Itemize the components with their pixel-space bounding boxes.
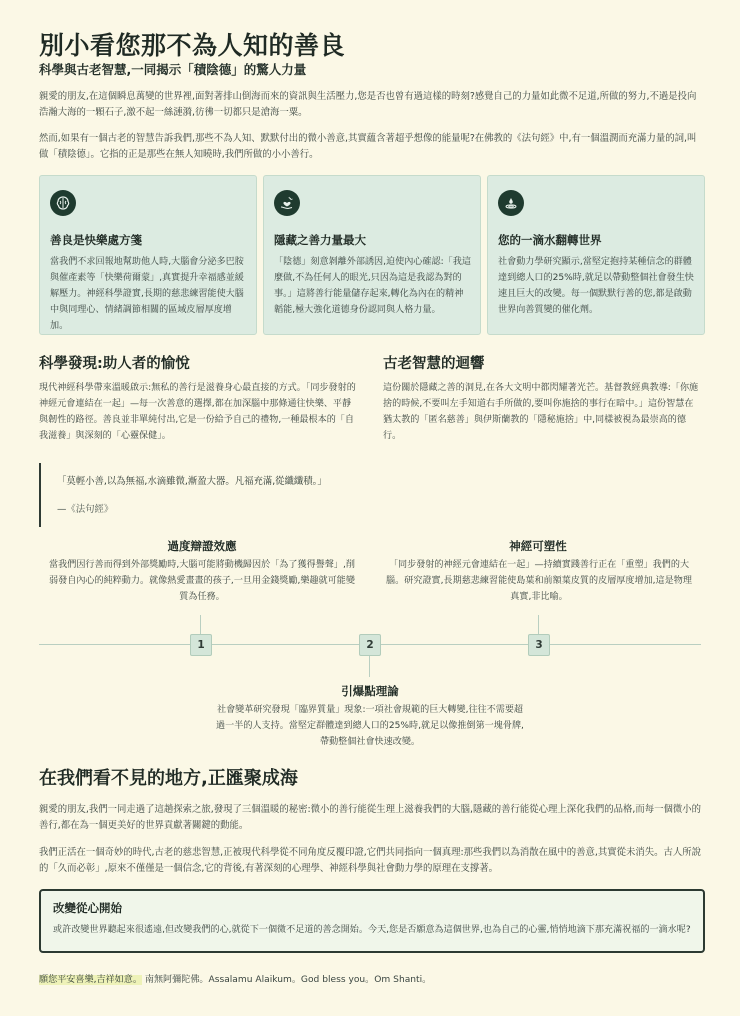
card-title: 善良是快樂處方箋 xyxy=(50,233,142,247)
timeline-connector xyxy=(538,615,539,635)
page-subtitle: 科學與古老智慧,一同揭示「積陰德」的驚人力量 xyxy=(39,62,307,77)
timeline-marker-1: 1 xyxy=(190,634,212,656)
timeline-item-3-title: 神經可塑性 xyxy=(509,539,567,553)
card-title: 隱藏之善力量最大 xyxy=(274,233,366,247)
intro-paragraph-2: 然而,如果有一個古老的智慧告訴我們,那些不為人知、默默付出的微小善意,其實蘊含著超乎想像的能量呢?在佛教的《法句經》中,有一個溫潤而充滿力量的詞,叫做「積陰德」。它指的正是那些在無人知曉時,我們所做的小小善行。 xyxy=(39,133,697,160)
timeline-item-1-body: 當我們因行善而得到外部獎勵時,大腦可能將動機歸因於「為了獲得譽聲」,削弱發自內心的純粹動力。就像熱愛畫畫的孩子,一旦用金錢獎勵,樂趣就可能變質為任務。 xyxy=(49,560,355,602)
card-drop-of-water xyxy=(487,175,705,335)
footer-blessings: 南無阿彌陀佛。Assalamu Alaikum。God bless you。Om Shanti。 xyxy=(144,975,432,985)
closing-heading: 在我們看不見的地方,正匯聚成海 xyxy=(39,768,298,789)
card-body: 當我們不求回報地幫助他人時,大腦會分泌多巴胺與催產素等「快樂荷爾蒙」,真實提升幸福感並緩解壓力。神經科學證實,長期的慈悲練習能使大腦中與同理心、情緒調節相關的區域皮層厚度增加。 xyxy=(50,257,244,331)
timeline-marker-2: 2 xyxy=(359,634,381,656)
heart-hand-icon xyxy=(274,190,300,216)
quote-source: —《法句經》 xyxy=(57,504,114,515)
footer-highlight: 願您平安喜樂,吉祥如意。 xyxy=(39,975,142,985)
card-body: 社會動力學研究顯示,當堅定抱持某種信念的群體達到總人口的25%時,就足以帶動整個社會發生快速且巨大的改變。每一個默默行善的您,都是啟動世界向善質變的催化劑。 xyxy=(498,257,694,315)
science-heading: 科學發現:助人者的愉悅 xyxy=(39,356,190,372)
blockquote xyxy=(39,463,641,527)
timeline-connector xyxy=(369,655,370,677)
intro-paragraph-1: 親愛的朋友,在這個瞬息萬變的世界裡,面對著排山倒海而來的資訊與生活壓力,您是否也曾有過這樣的時刻?感覺自己的力量如此微不足道,所做的努力,不過是投向浩瀚大海的一顆石子,激不起一絲漣漪,彷彿一切都只是滄海一粟。 xyxy=(39,91,697,118)
timeline-connector xyxy=(200,615,201,635)
timeline-item-1-title: 過度辯證效應 xyxy=(167,539,237,553)
card-hidden-good xyxy=(263,175,481,335)
science-body: 現代神經科學帶來溫暖啟示:無私的善行是滋養身心最直接的方式。「同步發射的神經元會連結在一起」—每一次善意的選擇,都在加深腦中那條通往快樂、平靜與韌性的路徑。善良並非單純付出,它是一份給予自己的禮物,一種最根本的「自我滋養」與深刻的「心靈保健」。 xyxy=(39,383,356,441)
card-happiness xyxy=(39,175,257,335)
callout-body: 或許改變世界聽起來很遙遠,但改變我們的心,就從下一個微不足道的善念開始。今天,您是否願意為這個世界,也為自己的心靈,悄悄地滴下那充滿祝福的一滴水呢? xyxy=(53,925,691,935)
brain-icon xyxy=(50,190,76,216)
quote-text: 「莫輕小善,以為無福,水滴雖微,漸盈大器。凡福充滿,從纖纖積。」 xyxy=(57,476,327,487)
timeline-item-2-title: 引爆點理論 xyxy=(341,684,399,698)
callout-title: 改變從心開始 xyxy=(53,901,122,915)
ancient-body: 這份關於隱藏之善的洞見,在各大文明中都閃耀著光芒。基督教經典教導:「你施捨的時候,不要叫左手知道右手所做的,要叫你施捨的事行在暗中。」這份智慧在猶太教的「匿名慈善」與伊斯蘭教的「隱秘施捨」中,同樣被視為最崇高的德行。 xyxy=(383,383,699,441)
water-drop-icon xyxy=(498,190,524,216)
card-title: 您的一滴水翻轉世界 xyxy=(498,233,602,247)
callout-box xyxy=(39,889,705,953)
ancient-heading: 古老智慧的迴響 xyxy=(383,356,485,372)
timeline-item-2-body: 社會變革研究發現「臨界質量」現象:一項社會規範的巨大轉變,往往不需要超過一半的人支持。當堅定群體達到總人口的25%時,就足以像推倒第一塊骨牌,帶動整個社會快速改變。 xyxy=(216,705,524,747)
page-title: 別小看您那不為人知的善良 xyxy=(39,31,346,60)
timeline-item-3-body: 「同步發射的神經元會連結在一起」—持續實踐善行正在「重塑」我們的大腦。研究證實,長期慈悲練習能使島葉和前額葉皮質的皮層厚度增加,這是物理真實,非比喻。 xyxy=(386,560,692,602)
footer-blessing xyxy=(39,972,431,985)
timeline-marker-3: 3 xyxy=(528,634,550,656)
card-body: 「陰德」刻意剝離外部誘因,迫使內心確認:「我這麼做,不為任何人的眼光,只因為這是我認為對的事。」這將善行能量儲存起來,轉化為內在的精神韜能,極大強化道德身份認同與人格力量。 xyxy=(274,257,471,315)
closing-paragraph-1: 親愛的朋友,我們一同走過了這趟探索之旅,發現了三個溫暖的秘密:微小的善行能從生理上滋養我們的大腦,隱藏的善行能從心理上深化我們的品格,而每一個微小的善行,都在為一個更美好的世界貢獻著關鍵的動能。 xyxy=(39,804,701,831)
closing-paragraph-2: 我們正活在一個奇妙的時代,古老的慈悲智慧,正被現代科學從不同角度反覆印證,它們共同指向一個真理:那些我們以為消散在風中的善意,其實從未消失。古人所說的「久而必彰」,原來不僅僅是一個信念,它的背後,有著深刻的心理學、神經科學與社會動力學的原理在支撐著。 xyxy=(39,847,701,874)
